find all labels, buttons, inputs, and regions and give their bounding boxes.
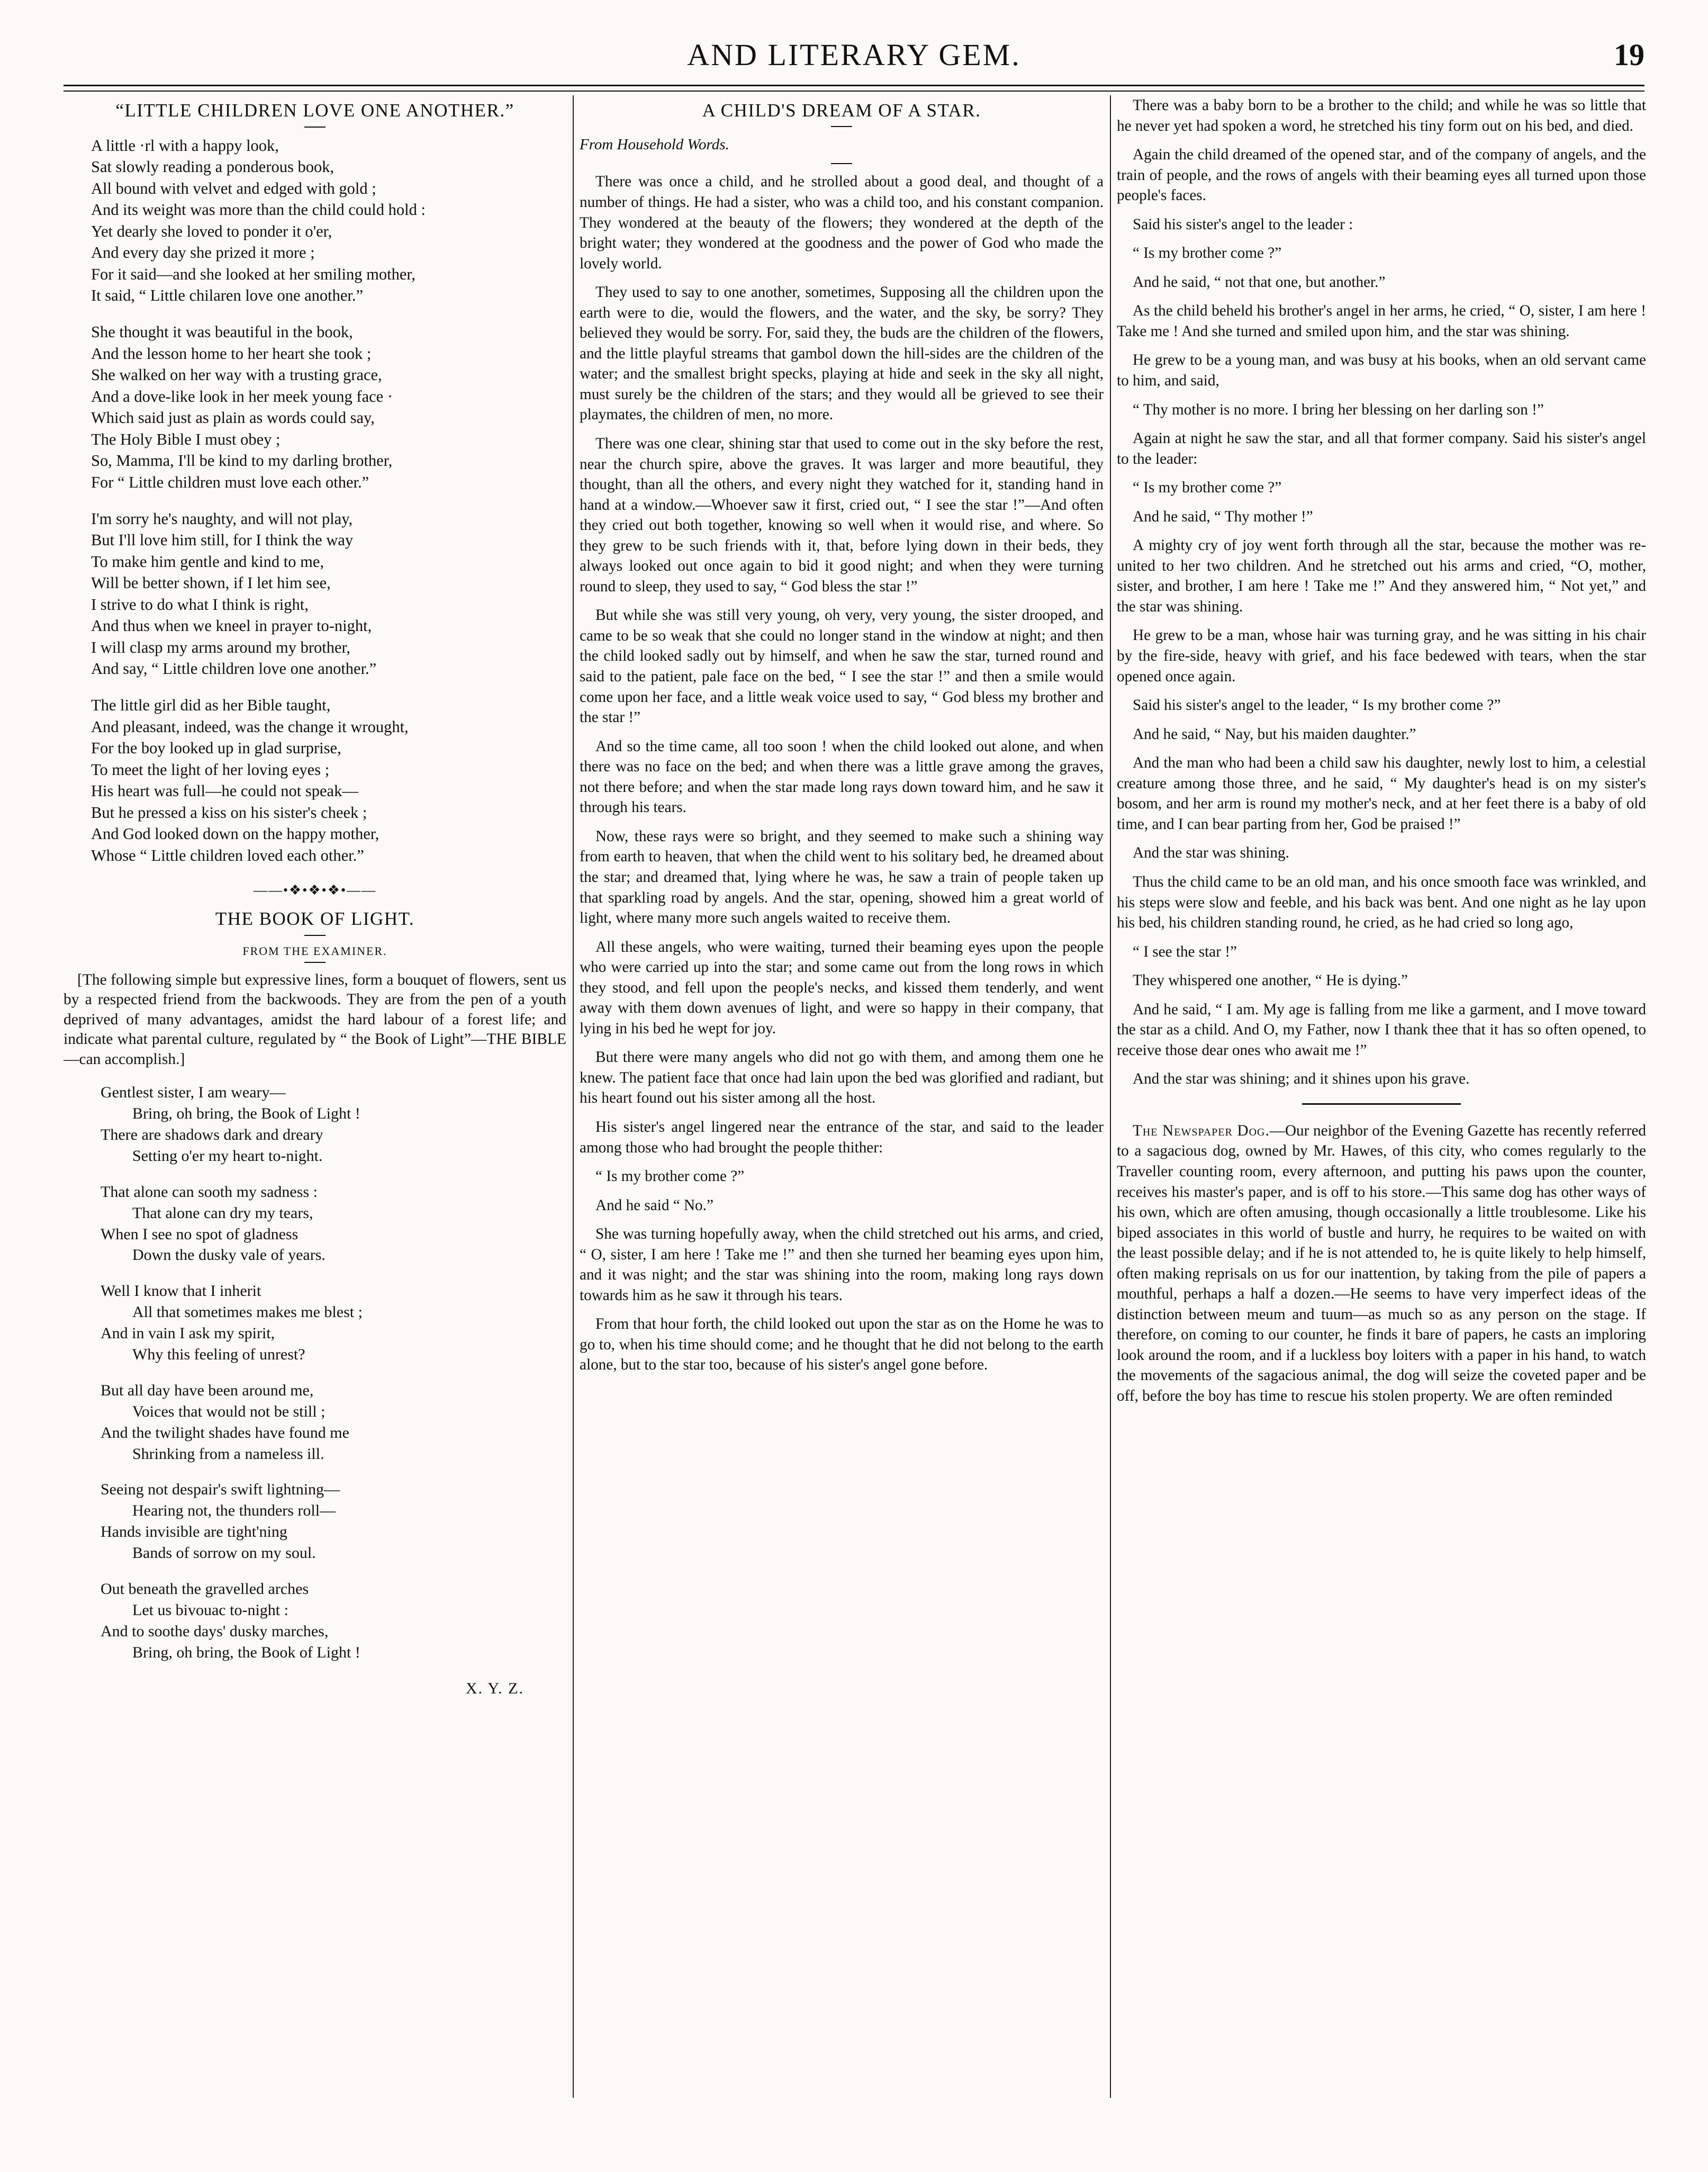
story-paragraph: And the star was shining; and it shines upon his grave. xyxy=(1133,1070,1470,1088)
verse-line: That alone can sooth my sadness : xyxy=(101,1183,318,1201)
verse-line: Whose “ Little children loved each other.” xyxy=(91,846,364,864)
verse-line: And God looked down on the happy mother, xyxy=(91,825,379,843)
verse-line: Setting o'er my heart to-night. xyxy=(132,1147,323,1165)
verse-line: She walked on her way with a trusting grace, xyxy=(91,366,382,384)
verse-line: A little ·rl with a happy look, xyxy=(91,136,279,155)
stanza xyxy=(91,321,566,493)
title-dash xyxy=(831,126,852,127)
stanza xyxy=(101,1182,566,1266)
verse-line: Hearing not, the thunders roll— xyxy=(132,1502,336,1520)
story-paragraph: And he said, “ not that one, but another.” xyxy=(1133,273,1386,291)
running-title: AND LITERARY GEM. xyxy=(687,38,1021,72)
verse-line: Voices that would not be still ; xyxy=(132,1402,326,1420)
verse-line: The Holy Bible I must obey ; xyxy=(91,430,281,448)
verse-line: And the lesson home to her heart she took ; xyxy=(91,344,372,363)
story-paragraph: “ Is my brother come ?” xyxy=(595,1168,745,1185)
column-middle xyxy=(580,95,1104,2108)
verse-line: But he pressed a kiss on his sister's cheek ; xyxy=(91,803,367,822)
verse-line: Sat slowly reading a ponderous book, xyxy=(91,158,335,176)
stanza xyxy=(101,1082,566,1167)
story-paragraph: Thus the child came to be an old man, and his once smooth face was wrinkled, and his steps were slow and feeble, and his back was bent. And one night as he lay upon his bed, his children standing round, he cried, as he had cried so long ago, xyxy=(1117,873,1646,932)
verse-line: And pleasant, indeed, was the change it wrought, xyxy=(91,717,409,736)
verse-line: Seeing not despair's swift lightning— xyxy=(101,1481,340,1499)
verse-line: His heart was full—he could not speak— xyxy=(91,782,358,800)
verse-line: Yet dearly she loved to ponder it o'er, xyxy=(91,222,332,240)
poem-title: THE BOOK OF LIGHT. xyxy=(215,908,415,930)
column-left xyxy=(64,95,566,2108)
verse-line: I will clasp my arms around my brother, xyxy=(91,638,351,656)
verse-line: So, Mamma, I'll be kind to my darling brother, xyxy=(91,452,393,470)
verse-line: Out beneath the gravelled arches xyxy=(101,1580,309,1598)
page-header xyxy=(64,37,1644,79)
story-paragraph: She was turning hopefully away, when the child stretched out his arms, and cried, “ O, sister, I am here ! Take me !” and then she turned her beaming eyes upon him, and it was night; and the star was shining into the room, making long rays down towards him as he saw it through his tears. xyxy=(580,1225,1104,1304)
verse-line: Down the dusky vale of years. xyxy=(132,1246,326,1264)
verse-line: There are shadows dark and dreary xyxy=(101,1125,323,1143)
ornament-divider: ——•❖•❖•❖•—— xyxy=(253,882,377,898)
story-paragraph: From that hour forth, the child looked out upon the star as on the Home he was to go to, when his time should come; and he thought that he did not belong to the earth alone, but to the star too, because of his sister's angel gone before. xyxy=(580,1315,1104,1374)
story-paragraph: Said his sister's angel to the leader : xyxy=(1133,215,1353,233)
story-paragraph: Again the child dreamed of the opened star, and of the company of angels, and the train of people, and the rows of angels with their beaming eyes all turned upon those people's faces. xyxy=(1117,146,1646,204)
story-source: From Household Words. xyxy=(580,136,729,154)
poem-body xyxy=(64,135,566,867)
stanza xyxy=(101,1479,566,1564)
verse-line: And a dove-like look in her meek young face · xyxy=(91,387,393,405)
verse-line: Bands of sorrow on my soul. xyxy=(132,1544,316,1562)
newspaper-dog-article xyxy=(1117,1121,1646,1407)
verse-line: All that sometimes makes me blest ; xyxy=(132,1303,363,1321)
verse-line: When I see no spot of gladness xyxy=(101,1225,299,1243)
verse-line: Why this feeling of unrest? xyxy=(132,1345,305,1363)
editor-note: [The following simple but expressive lines, form a bouquet of flowers, sent us by a respected friend from the backwoods. They are from the pen of a youth deprived of many advantages, amidst the hard labour of a forest life; and indicate what parental culture, regulated by “ the Book of Light”—THE BIBLE—can accomplish.] xyxy=(64,971,566,1068)
story-paragraph: Said his sister's angel to the leader, “ Is my brother come ?” xyxy=(1133,697,1501,714)
story-paragraph: And the man who had been a child saw his daughter, newly lost to him, a celestial creature among those three, and he said, “ My daughter's head is on my sister's bosom, and her arm is round my mother's neck, and at her feet there is a baby of old time, and I can bear parting from her, God be praised !” xyxy=(1117,754,1646,833)
story-paragraph: And so the time came, all too soon ! when the child looked out alone, and when there was no face on the bed; and when there was a little grave among the graves, not there before; and when the star made long rays down toward him, and he saw it through his tears. xyxy=(580,737,1104,816)
story-paragraph: Now, these rays were so bright, and they seemed to make such a shining way from earth to heaven, that when the child went to his solitary bed, he dreamed about the star; and dreamed that, lying where he was, he saw a train of people taken up that sparkling road by angels. And the star, opening, showed him a great world of light, where many more such angels waited to receive them. xyxy=(580,827,1104,927)
verse-line: Will be better shown, if I let him see, xyxy=(91,574,331,592)
verse-line: All bound with velvet and edged with gold ; xyxy=(91,179,376,197)
verse-line: Bring, oh bring, the Book of Light ! xyxy=(132,1105,360,1123)
title-dash xyxy=(831,163,852,164)
story-paragraph: But while she was still very young, oh very, very young, the sister drooped, and came to be so weak that she could no longer stand in the window at night; and then the child looked sadly out by himself, and when he saw the star, turned round and said to the patient, pale face on the bed, “ I see the star !” and then a smile would come upon her face, and a little weak voice used to say, “ God bless my brother and the star !” xyxy=(580,607,1104,726)
verse-line: The little girl did as her Bible taught, xyxy=(91,696,331,715)
story-paragraph: As the child beheld his brother's angel in her arms, he cried, “ O, sister, I am here ! Take me ! And she turned and smiled upon him, and the star was shining. xyxy=(1117,302,1646,340)
story-paragraph: And he said, “ Thy mother !” xyxy=(1133,508,1313,525)
story-paragraph: They used to say to one another, sometimes, Supposing all the children upon the earth were to die, would the flowers, and the water, and the sky, be sorry? They believed they would be sorry. For, said they, the buds are the children of the flowers, and the little playful streams that gambol down the hill-sides are the children of the water; and the smallest bright specks, playing at hide and seek in the sky all night, must surely be the children of the stars; and they would all be grieved to see their playmates, the children of men, no more. xyxy=(580,284,1104,423)
page-number: 19 xyxy=(1614,38,1644,72)
verse-line: Well I know that I inherit xyxy=(101,1282,261,1300)
verse-line: Bring, oh bring, the Book of Light ! xyxy=(132,1643,360,1661)
verse-line: And in vain I ask my spirit, xyxy=(101,1324,275,1342)
story-paragraph: A mighty cry of joy went forth through all the star, because the mother was re-united to her two children. And he stretched out his arms and cried, “O, mother, sister, and brother, I am here ! Take me !” And they answered him, “ Not yet,” and the star was shining. xyxy=(1117,537,1646,615)
verse-line: But all day have been around me, xyxy=(101,1381,314,1399)
story-paragraph: They whispered one another, “ He is dying.” xyxy=(1133,972,1408,989)
verse-line: And every day she prized it more ; xyxy=(91,244,315,262)
story-text-continued xyxy=(1117,95,1646,1089)
verse-line: And to soothe days' dusky marches, xyxy=(101,1622,329,1640)
verse-line: That alone can dry my tears, xyxy=(132,1204,313,1222)
title-dash xyxy=(304,962,326,963)
verse-line: Let us bivouac to-night : xyxy=(132,1601,288,1619)
verse-line: And thus when we kneel in prayer to-night, xyxy=(91,617,372,635)
story-title: A CHILD'S DREAM OF A STAR. xyxy=(702,100,981,121)
story-paragraph: Again at night he saw the star, and all that former company. Said his sister's angel to the leader: xyxy=(1117,430,1646,467)
title-dash xyxy=(304,935,326,936)
stanza xyxy=(91,695,566,867)
stanza xyxy=(91,508,566,680)
story-paragraph: “ Is my brother come ?” xyxy=(1133,479,1282,497)
story-paragraph: “ I see the star !” xyxy=(1133,943,1237,960)
stanza xyxy=(101,1579,566,1663)
story-text xyxy=(580,172,1104,1375)
verse-line: I'm sorry he's naughty, and will not play, xyxy=(91,509,353,528)
verse-line: For the boy looked up in glad surprise, xyxy=(91,739,341,758)
stanza xyxy=(91,135,566,307)
title-dash xyxy=(304,127,326,128)
story-paragraph: And he said, “ I am. My age is falling from me like a garment, and I move toward the star as a child. And O, my Father, now I thank thee that it has so often opened, to receive those dear ones who await me !” xyxy=(1117,1001,1646,1059)
story-paragraph: There was a baby born to be a brother to the child; and while he was so little that he never yet had spoken a word, he stretched his tiny form out on his bed, and died. xyxy=(1117,97,1646,134)
story-paragraph: All these angels, who were waiting, turned their beaming eyes upon the people who were carried up into the star; and some came out from the long rows in which they stood, and fell upon the people's necks, and kissed them tenderly, and went away with them down avenues of light, and were so happy in their company, that lying in his bed he wept for joy. xyxy=(580,938,1104,1037)
article-lead: The Newspaper Dog. xyxy=(1133,1122,1270,1139)
verse-line: And its weight was more than the child could hold : xyxy=(91,201,426,219)
verse-line: And say, “ Little children love one another.” xyxy=(91,660,377,678)
verse-line: I strive to do what I think is right, xyxy=(91,595,309,614)
verse-line: To meet the light of her loving eyes ; xyxy=(91,760,330,779)
column-right xyxy=(1117,95,1646,2108)
story-paragraph: And he said, “ Nay, but his maiden daughter.” xyxy=(1133,725,1416,743)
poem-title: “LITTLE CHILDREN LOVE ONE ANOTHER.” xyxy=(115,100,514,121)
verse-line: To make him gentle and kind to me, xyxy=(91,552,324,571)
stanza xyxy=(101,1380,566,1465)
story-paragraph: “ Thy mother is no more. I bring her blessing on her darling son !” xyxy=(1133,401,1544,418)
verse-line: Which said just as plain as words could say, xyxy=(91,409,375,427)
author-signature: X. Y. Z. xyxy=(465,1679,524,1697)
header-rule xyxy=(64,85,1644,92)
story-paragraph: His sister's angel lingered near the entrance of the star, and said to the leader among those who had brought the people thither: xyxy=(580,1118,1104,1156)
poem-body xyxy=(101,1082,566,1663)
verse-line: For “ Little children must love each other.” xyxy=(91,473,369,491)
verse-line: And the twilight shades have found me xyxy=(101,1423,349,1441)
verse-line: Shrinking from a nameless ill. xyxy=(132,1445,324,1463)
column-rule xyxy=(573,95,574,2098)
story-paragraph: “ Is my brother come ?” xyxy=(1133,245,1282,262)
story-paragraph: He grew to be a man, whose hair was turning gray, and he was sitting in his chair by the fire-side, heavy with grief, and his face bedewed with tears, when the star opened once again. xyxy=(1117,627,1646,685)
story-paragraph: And he said “ No.” xyxy=(595,1196,713,1214)
poem-source: FROM THE EXAMINER. xyxy=(242,944,387,958)
verse-line: Gentlest sister, I am weary— xyxy=(101,1084,286,1102)
story-paragraph: But there were many angels who did not go with them, and among them one he knew. The patient face that once had lain upon the bed was glorified and radiant, but his heart found out his sister among all the host. xyxy=(580,1049,1104,1107)
article-text: —Our neighbor of the Evening Gazette has recently referred to a sagacious dog, owned by Mr. Hawes, of this city, who comes regularly to the Traveller counting room, every afternoon, and putting his paws upon the counter, receives his master's paper, and is off to his store.—This same dog has other ways of his own, which are often amusing, though occasionally a little troublesome. Like his biped associates in this world of bustle and hurry, he requires to be waited on with the least possible delay; and if he is not attended to, he is quite likely to help himself, often making reprisals on us for our inattention, by taking from the pile of papers a mouthful, perhaps a half a dozen.—He seems to have very imperfect ideas of the distinction between meum and tuum—as much so as any person on the stage. If therefore, on coming to our counter, he finds it bare of papers, he casts an imploring look around the room, and if a luckless boy loiters with a paper in his hand, to watch the movements of the sagacious animal, the dog will seize the coveted paper and be off, before the boy has time to rescue his stolen property. We are often reminded xyxy=(1117,1122,1646,1404)
verse-line: Hands invisible are tight'ning xyxy=(101,1523,287,1541)
story-paragraph: He grew to be a young man, and was busy at his books, when an old servant came to him, and said, xyxy=(1117,352,1646,390)
story-paragraph: There was once a child, and he strolled about a good deal, and thought of a number of things. He had a sister, who was a child too, and his constant companion. They wondered at the beauty of the flowers; they wondered at the depth of the bright water; they wondered at the goodness and the power of God who made the lovely world. xyxy=(580,173,1104,272)
story-paragraph: There was one clear, shining star that used to come out in the sky before the rest, near the church spire, above the graves. It was larger and more beautiful, they thought, than all the others, and every night they watched for it, standing hand in hand at a window.—Whoever saw it first, cried out, “ I see the star !”—And often they cried out both together, knowing so well when it would rise, and where. So they grew to be such friends with it, that, before lying down in their beds, they always looked out once again to bid it good night; and when they were turning round to sleep, they used to say, “ God bless the star !” xyxy=(580,435,1104,595)
verse-line: But I'll love him still, for I think the way xyxy=(91,531,354,549)
section-rule xyxy=(1302,1103,1461,1105)
column-rule xyxy=(1110,95,1111,2098)
story-paragraph: And the star was shining. xyxy=(1133,844,1289,862)
stanza xyxy=(101,1281,566,1365)
verse-line: For it said—and she looked at her smiling mother, xyxy=(91,265,415,283)
verse-line: It said, “ Little chilaren love one another.” xyxy=(91,286,364,305)
verse-line: She thought it was beautiful in the book, xyxy=(91,323,353,341)
